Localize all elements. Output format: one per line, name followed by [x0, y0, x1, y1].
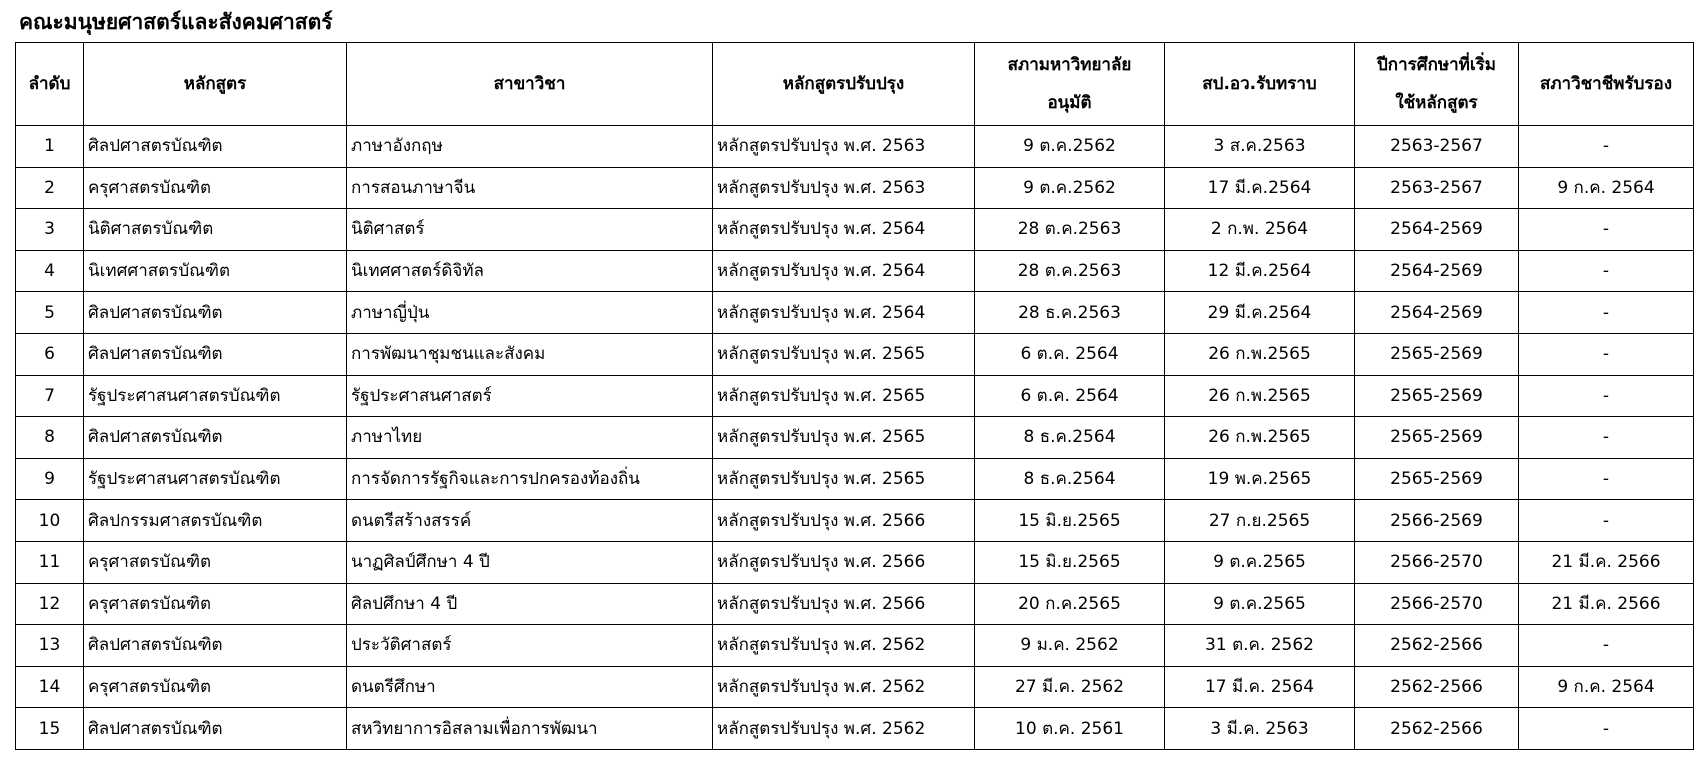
- cell-revision: หลักสูตรปรับปรุง พ.ศ. 2566: [713, 583, 975, 625]
- cell-start-year: 2564-2569: [1355, 250, 1519, 292]
- table-row: [16, 417, 1694, 459]
- cell-seq: 7: [16, 375, 84, 417]
- cell-seq: 9: [16, 458, 84, 500]
- header-start-year: [1355, 43, 1519, 126]
- cell-seq: 6: [16, 333, 84, 375]
- cell-seq: 14: [16, 666, 84, 708]
- table-row: [16, 458, 1694, 500]
- cell-start-year: 2562-2566: [1355, 666, 1519, 708]
- cell-program: ครุศาสตรบัณฑิต: [84, 666, 347, 708]
- page-title: คณะมนุษยศาสตร์และสังคมศาสตร์: [19, 10, 333, 34]
- table-row: [16, 126, 1694, 168]
- cell-ohec-acknowledged: 12 มี.ค.2564: [1165, 250, 1355, 292]
- header-revision: หลักสูตรปรับปรุง: [713, 43, 975, 126]
- cell-revision: หลักสูตรปรับปรุง พ.ศ. 2565: [713, 417, 975, 459]
- cell-program: ครุศาสตรบัณฑิต: [84, 541, 347, 583]
- cell-program: ศิลปศาสตรบัณฑิต: [84, 292, 347, 334]
- table-row: [16, 541, 1694, 583]
- cell-seq: 1: [16, 126, 84, 168]
- cell-program: ศิลปศาสตรบัณฑิต: [84, 417, 347, 459]
- cell-start-year: 2565-2569: [1355, 375, 1519, 417]
- cell-ohec-acknowledged: 29 มี.ค.2564: [1165, 292, 1355, 334]
- cell-major: ภาษาอังกฤษ: [347, 126, 713, 168]
- cell-major: รัฐประศาสนศาสตร์: [347, 375, 713, 417]
- cell-professional-council: -: [1519, 708, 1694, 750]
- cell-ohec-acknowledged: 19 พ.ค.2565: [1165, 458, 1355, 500]
- cell-ohec-acknowledged: 27 ก.ย.2565: [1165, 500, 1355, 542]
- cell-major: การพัฒนาชุมชนและสังคม: [347, 333, 713, 375]
- cell-seq: 11: [16, 541, 84, 583]
- cell-council-approval: 28 ต.ค.2563: [975, 209, 1165, 251]
- cell-seq: 5: [16, 292, 84, 334]
- header-program: หลักสูตร: [84, 43, 347, 126]
- cell-program: ศิลปศาสตรบัณฑิต: [84, 708, 347, 750]
- cell-start-year: 2564-2569: [1355, 292, 1519, 334]
- cell-revision: หลักสูตรปรับปรุง พ.ศ. 2565: [713, 333, 975, 375]
- cell-program: นิติศาสตรบัณฑิต: [84, 209, 347, 251]
- cell-start-year: 2565-2569: [1355, 458, 1519, 500]
- cell-start-year: 2562-2566: [1355, 708, 1519, 750]
- cell-council-approval: 9 ต.ค.2562: [975, 167, 1165, 209]
- cell-professional-council: -: [1519, 458, 1694, 500]
- cell-council-approval: 8 ธ.ค.2564: [975, 417, 1165, 459]
- cell-major: การสอนภาษาจีน: [347, 167, 713, 209]
- cell-seq: 15: [16, 708, 84, 750]
- table-row: [16, 167, 1694, 209]
- cell-major: การจัดการรัฐกิจและการปกครองท้องถิ่น: [347, 458, 713, 500]
- cell-program: ครุศาสตรบัณฑิต: [84, 167, 347, 209]
- cell-program: ศิลปศาสตรบัณฑิต: [84, 625, 347, 667]
- cell-revision: หลักสูตรปรับปรุง พ.ศ. 2565: [713, 375, 975, 417]
- cell-professional-council: -: [1519, 625, 1694, 667]
- cell-ohec-acknowledged: 3 มี.ค. 2563: [1165, 708, 1355, 750]
- cell-revision: หลักสูตรปรับปรุง พ.ศ. 2564: [713, 250, 975, 292]
- cell-program: ศิลปศาสตรบัณฑิต: [84, 333, 347, 375]
- cell-start-year: 2566-2570: [1355, 541, 1519, 583]
- cell-seq: 4: [16, 250, 84, 292]
- cell-program: รัฐประศาสนศาสตรบัณฑิต: [84, 458, 347, 500]
- table-body: [16, 126, 1694, 750]
- cell-major: สหวิทยาการอิสลามเพื่อการพัฒนา: [347, 708, 713, 750]
- cell-major: นิติศาสตร์: [347, 209, 713, 251]
- cell-ohec-acknowledged: 17 มี.ค. 2564: [1165, 666, 1355, 708]
- cell-ohec-acknowledged: 17 มี.ค.2564: [1165, 167, 1355, 209]
- cell-start-year: 2566-2570: [1355, 583, 1519, 625]
- cell-start-year: 2566-2569: [1355, 500, 1519, 542]
- header-major: สาขาวิชา: [347, 43, 713, 126]
- cell-professional-council: 21 มี.ค. 2566: [1519, 541, 1694, 583]
- table-row: [16, 375, 1694, 417]
- header-professional-council: สภาวิชาชีพรับรอง: [1519, 43, 1694, 126]
- cell-professional-council: -: [1519, 500, 1694, 542]
- cell-ohec-acknowledged: 2 ก.พ. 2564: [1165, 209, 1355, 251]
- cell-major: ประวัติศาสตร์: [347, 625, 713, 667]
- cell-council-approval: 8 ธ.ค.2564: [975, 458, 1165, 500]
- cell-program: นิเทศศาสตรบัณฑิต: [84, 250, 347, 292]
- cell-council-approval: 9 ม.ค. 2562: [975, 625, 1165, 667]
- cell-professional-council: -: [1519, 292, 1694, 334]
- cell-council-approval: 10 ต.ค. 2561: [975, 708, 1165, 750]
- cell-seq: 2: [16, 167, 84, 209]
- header-council-line1: สภามหาวิทยาลัย: [1007, 55, 1132, 75]
- cell-major: นิเทศศาสตร์ดิจิทัล: [347, 250, 713, 292]
- cell-professional-council: -: [1519, 209, 1694, 251]
- table-row: [16, 708, 1694, 750]
- cell-ohec-acknowledged: 3 ส.ค.2563: [1165, 126, 1355, 168]
- cell-council-approval: 15 มิ.ย.2565: [975, 541, 1165, 583]
- cell-major: ศิลปศึกษา 4 ปี: [347, 583, 713, 625]
- table-row: [16, 500, 1694, 542]
- cell-start-year: 2562-2566: [1355, 625, 1519, 667]
- header-year-line2: ใช้หลักสูตร: [1395, 93, 1478, 113]
- cell-professional-council: 9 ก.ค. 2564: [1519, 666, 1694, 708]
- header-council-approval: [975, 43, 1165, 126]
- cell-revision: หลักสูตรปรับปรุง พ.ศ. 2563: [713, 167, 975, 209]
- cell-major: ภาษาไทย: [347, 417, 713, 459]
- cell-revision: หลักสูตรปรับปรุง พ.ศ. 2563: [713, 126, 975, 168]
- cell-revision: หลักสูตรปรับปรุง พ.ศ. 2564: [713, 209, 975, 251]
- cell-seq: 13: [16, 625, 84, 667]
- cell-professional-council: 21 มี.ค. 2566: [1519, 583, 1694, 625]
- cell-start-year: 2563-2567: [1355, 126, 1519, 168]
- cell-ohec-acknowledged: 31 ต.ค. 2562: [1165, 625, 1355, 667]
- cell-start-year: 2564-2569: [1355, 209, 1519, 251]
- cell-program: ศิลปกรรมศาสตรบัณฑิต: [84, 500, 347, 542]
- cell-ohec-acknowledged: 9 ต.ค.2565: [1165, 541, 1355, 583]
- table-row: [16, 666, 1694, 708]
- cell-start-year: 2563-2567: [1355, 167, 1519, 209]
- table-row: [16, 209, 1694, 251]
- table-row: [16, 625, 1694, 667]
- header-year-line1: ปีการศึกษาที่เริ่ม: [1377, 55, 1496, 75]
- cell-professional-council: -: [1519, 417, 1694, 459]
- cell-professional-council: 9 ก.ค. 2564: [1519, 167, 1694, 209]
- cell-seq: 3: [16, 209, 84, 251]
- cell-revision: หลักสูตรปรับปรุง พ.ศ. 2564: [713, 292, 975, 334]
- cell-major: ดนตรีศึกษา: [347, 666, 713, 708]
- table-row: [16, 250, 1694, 292]
- table-row: [16, 333, 1694, 375]
- cell-council-approval: 20 ก.ค.2565: [975, 583, 1165, 625]
- cell-council-approval: 6 ต.ค. 2564: [975, 375, 1165, 417]
- cell-council-approval: 27 มี.ค. 2562: [975, 666, 1165, 708]
- cell-revision: หลักสูตรปรับปรุง พ.ศ. 2565: [713, 458, 975, 500]
- cell-ohec-acknowledged: 26 ก.พ.2565: [1165, 375, 1355, 417]
- cell-start-year: 2565-2569: [1355, 417, 1519, 459]
- cell-council-approval: 9 ต.ค.2562: [975, 126, 1165, 168]
- curriculum-table: [15, 42, 1694, 750]
- cell-professional-council: -: [1519, 333, 1694, 375]
- cell-seq: 8: [16, 417, 84, 459]
- header-seq: ลำดับ: [16, 43, 84, 126]
- cell-professional-council: -: [1519, 250, 1694, 292]
- cell-council-approval: 6 ต.ค. 2564: [975, 333, 1165, 375]
- header-row: [16, 43, 1694, 126]
- cell-revision: หลักสูตรปรับปรุง พ.ศ. 2562: [713, 666, 975, 708]
- cell-professional-council: -: [1519, 126, 1694, 168]
- cell-ohec-acknowledged: 9 ต.ค.2565: [1165, 583, 1355, 625]
- header-ohec-acknowledged: สป.อว.รับทราบ: [1165, 43, 1355, 126]
- cell-revision: หลักสูตรปรับปรุง พ.ศ. 2562: [713, 708, 975, 750]
- table-row: [16, 292, 1694, 334]
- cell-revision: หลักสูตรปรับปรุง พ.ศ. 2562: [713, 625, 975, 667]
- cell-start-year: 2565-2569: [1355, 333, 1519, 375]
- cell-major: ภาษาญี่ปุ่น: [347, 292, 713, 334]
- cell-program: ศิลปศาสตรบัณฑิต: [84, 126, 347, 168]
- cell-revision: หลักสูตรปรับปรุง พ.ศ. 2566: [713, 541, 975, 583]
- cell-ohec-acknowledged: 26 ก.พ.2565: [1165, 417, 1355, 459]
- cell-ohec-acknowledged: 26 ก.พ.2565: [1165, 333, 1355, 375]
- cell-program: รัฐประศาสนศาสตรบัณฑิต: [84, 375, 347, 417]
- cell-program: ครุศาสตรบัณฑิต: [84, 583, 347, 625]
- header-council-line2: อนุมัติ: [1047, 93, 1092, 113]
- cell-seq: 12: [16, 583, 84, 625]
- cell-council-approval: 15 มิ.ย.2565: [975, 500, 1165, 542]
- cell-council-approval: 28 ต.ค.2563: [975, 250, 1165, 292]
- cell-seq: 10: [16, 500, 84, 542]
- table-row: [16, 583, 1694, 625]
- cell-council-approval: 28 ธ.ค.2563: [975, 292, 1165, 334]
- cell-professional-council: -: [1519, 375, 1694, 417]
- cell-revision: หลักสูตรปรับปรุง พ.ศ. 2566: [713, 500, 975, 542]
- cell-major: ดนตรีสร้างสรรค์: [347, 500, 713, 542]
- cell-major: นาฏศิลป์ศึกษา 4 ปี: [347, 541, 713, 583]
